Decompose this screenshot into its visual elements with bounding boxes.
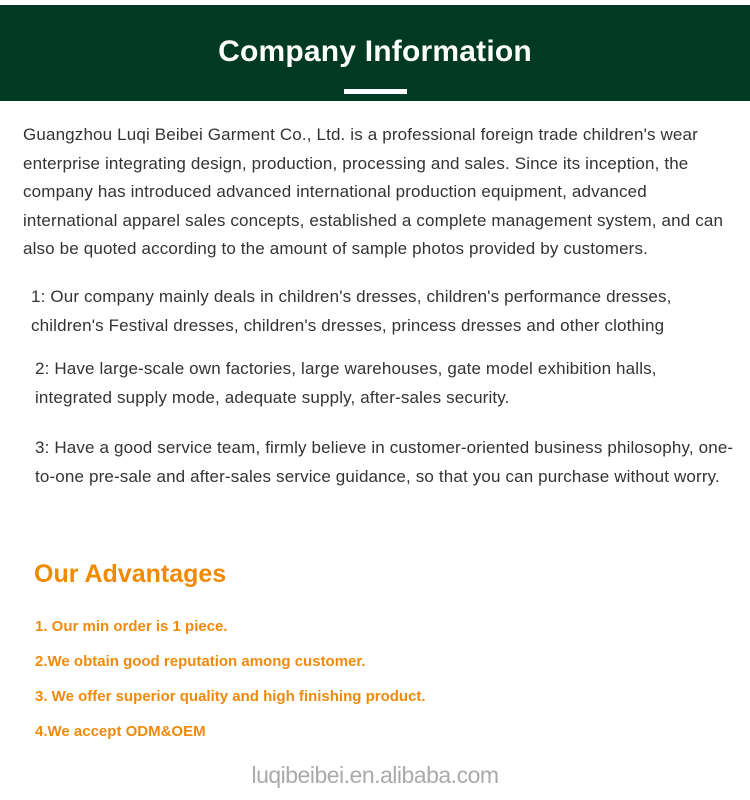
header-banner (0, 5, 750, 101)
advantages-heading: Our Advantages (34, 560, 227, 588)
info-point-3: 3: Have a good service team, firmly believe in customer-oriented business philosophy, one-to-one pre-sale and after-sales service guidance, so that you can purchase without worry. (35, 438, 734, 486)
advantage-item-3: 3. We offer superior quality and high finishing product. (35, 688, 426, 705)
advantage-item-1: 1. Our min order is 1 piece. (35, 618, 228, 635)
advantage-item-4: 4.We accept ODM&OEM (35, 723, 206, 740)
company-intro-paragraph: Guangzhou Luqi Beibei Garment Co., Ltd. is a professional foreign trade children's wear enterprise integrating design, production, processing and sales. Since its inception, the company has introduced advanced international production equipment, advanced international apparel sales concepts, established a complete management system, and can also be quoted according to the amount of sample photos provided by customers. (23, 125, 724, 259)
advantage-item-2: 2.We obtain good reputation among customer. (35, 653, 366, 670)
page-title: Company Information (218, 35, 532, 68)
title-underline-divider (344, 89, 407, 94)
store-watermark: luqibeibei.en.alibaba.com (251, 762, 499, 788)
info-point-1: 1: Our company mainly deals in children's dresses, children's performance dresses, children's Festival dresses, children's dresses, princess dresses and other clothing (31, 287, 672, 335)
info-point-2: 2: Have large-scale own factories, large warehouses, gate model exhibition halls, integrated supply mode, adequate supply, after-sales security. (35, 359, 657, 407)
